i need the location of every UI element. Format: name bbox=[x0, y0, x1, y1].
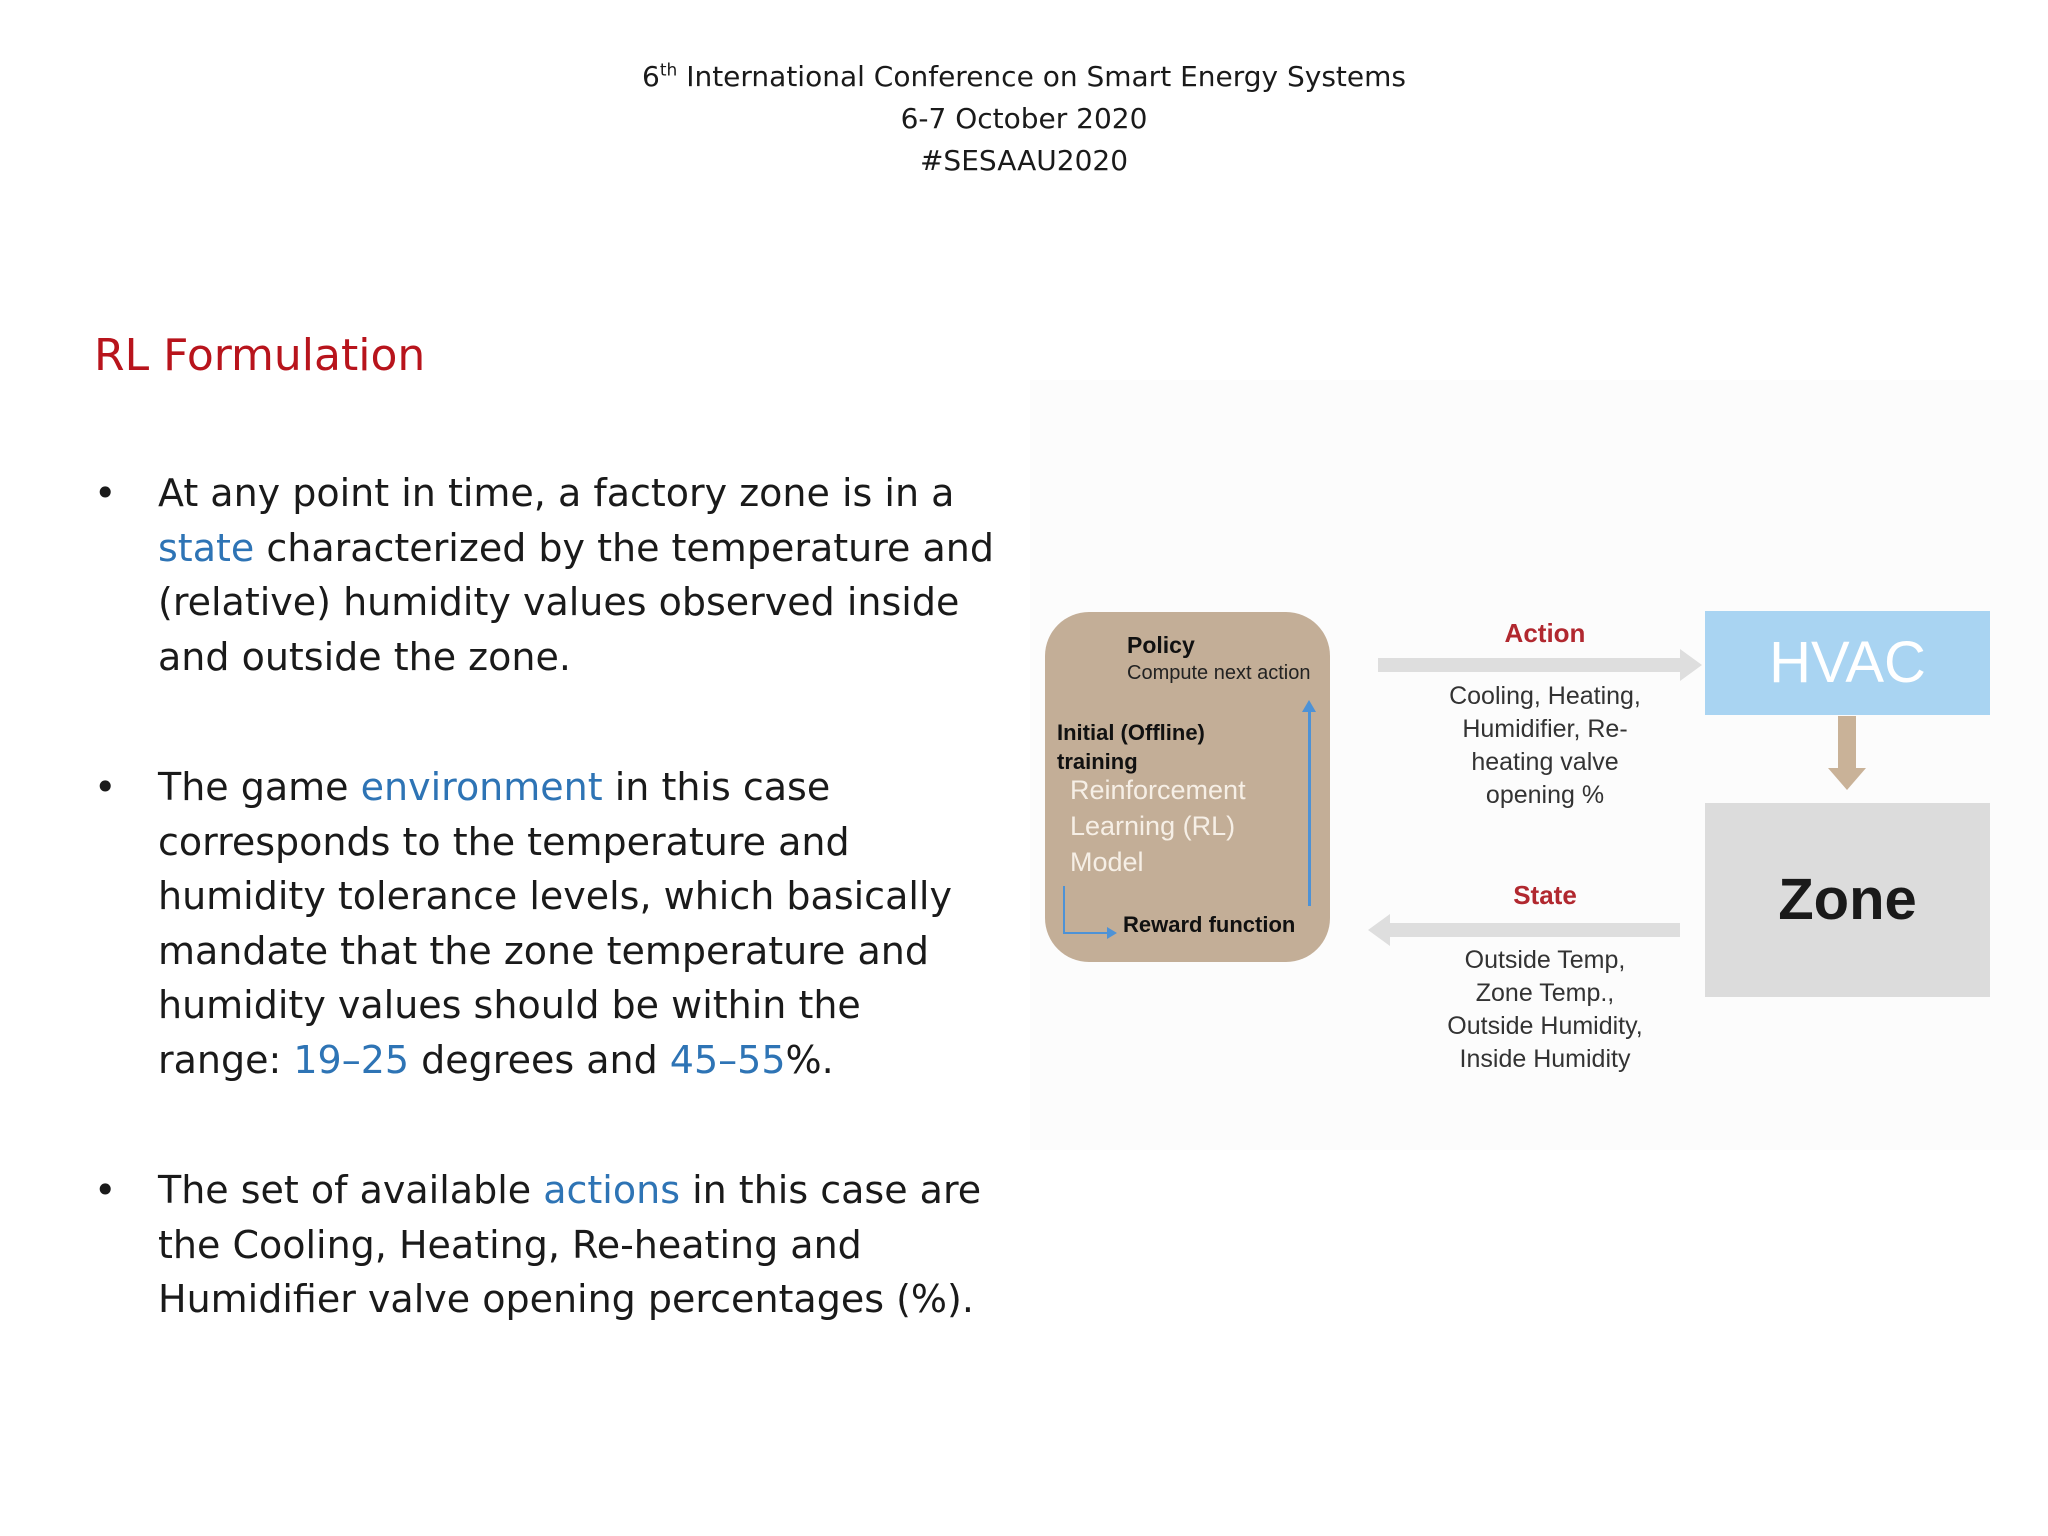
bullet-text: At any point in time, a factory zone is in a bbox=[158, 471, 955, 515]
rl-diagram bbox=[1030, 380, 2048, 1150]
reward-function-label: Reward function bbox=[1123, 912, 1296, 937]
state-description bbox=[1400, 944, 1690, 1076]
highlight-environment: environment bbox=[360, 765, 603, 809]
bullet-text: in this case corresponds to the temperature and humidity tolerance levels, which basically mandate that the zone temperature and humidity values should be within the range: bbox=[158, 765, 952, 1082]
state-desc-line: Outside Temp, bbox=[1464, 946, 1626, 974]
bullet-text: The game bbox=[158, 765, 361, 809]
initial-line: Initial (Offline) bbox=[1057, 720, 1205, 745]
bullet-text: %. bbox=[785, 1037, 834, 1082]
highlight-state: state bbox=[158, 525, 255, 570]
arrow-left-icon bbox=[1368, 914, 1390, 946]
rl-model-label bbox=[1070, 772, 1246, 880]
conference-header bbox=[0, 56, 2048, 182]
arrow-down-icon bbox=[1828, 768, 1866, 790]
zone-box: Zone bbox=[1705, 803, 1990, 997]
bullet-item-environment bbox=[94, 760, 994, 1087]
hvac-box: HVAC bbox=[1705, 611, 1990, 715]
bullet-dot-icon: • bbox=[94, 1168, 117, 1212]
initial-line: training bbox=[1057, 749, 1138, 774]
reward-arrow-line bbox=[1063, 886, 1065, 934]
arrow-right-icon bbox=[1107, 927, 1117, 939]
bullet-dot-icon: • bbox=[94, 471, 117, 515]
state-desc-line: Inside Humidity bbox=[1459, 1045, 1631, 1073]
policy-arrow-line bbox=[1308, 710, 1311, 906]
slide-title: RL Formulation bbox=[94, 330, 426, 381]
hvac-zone-arrow-shaft bbox=[1838, 716, 1856, 770]
bullet-item-actions bbox=[94, 1163, 994, 1327]
state-label: State bbox=[1513, 880, 1577, 910]
bullet-list bbox=[94, 466, 994, 1403]
arrow-right-icon bbox=[1680, 649, 1702, 681]
agent-box bbox=[1045, 612, 1330, 962]
initial-training-label bbox=[1057, 718, 1205, 776]
action-desc-line: heating valve bbox=[1471, 748, 1619, 776]
state-arrow-shaft bbox=[1390, 923, 1680, 937]
conference-name: International Conference on Smart Energy Systems bbox=[686, 60, 1406, 93]
action-desc-line: Cooling, Heating, bbox=[1449, 682, 1641, 710]
reward-arrow-line bbox=[1063, 932, 1109, 934]
bullet-dot-icon: • bbox=[94, 765, 117, 809]
action-label: Action bbox=[1504, 618, 1586, 648]
bullet-text: in this case are the Cooling, Heating, Re-heating and Humidifier valve opening percentages (%). bbox=[158, 1168, 982, 1321]
state-desc-line: Zone Temp., bbox=[1475, 979, 1615, 1007]
conference-dates: 6-7 October 2020 bbox=[900, 102, 1148, 135]
policy-label: Policy bbox=[1127, 632, 1195, 658]
ordinal-number: 6 bbox=[642, 60, 660, 93]
action-description bbox=[1400, 680, 1690, 812]
rl-line: Learning (RL) bbox=[1070, 811, 1236, 841]
bullet-text: degrees and bbox=[409, 1037, 670, 1082]
highlight-temp-range: 19–25 bbox=[293, 1037, 410, 1082]
bullet-text: characterized by the temperature and (relative) humidity values observed inside and outside the zone. bbox=[158, 525, 994, 679]
state-desc-line: Outside Humidity, bbox=[1447, 1012, 1643, 1040]
ordinal-suffix: th bbox=[659, 60, 678, 81]
action-arrow-shaft bbox=[1378, 658, 1680, 672]
highlight-humidity-range: 45–55 bbox=[669, 1037, 786, 1082]
conference-title-line bbox=[0, 56, 2048, 98]
conference-hashtag: #SESAAU2020 bbox=[919, 144, 1129, 177]
bullet-text: The set of available bbox=[158, 1168, 544, 1212]
bullet-item-state bbox=[94, 466, 994, 684]
rl-line: Model bbox=[1070, 847, 1144, 877]
action-desc-line: Humidifier, Re- bbox=[1462, 715, 1628, 743]
highlight-actions: actions bbox=[543, 1168, 680, 1212]
compute-label: Compute next action bbox=[1127, 662, 1311, 684]
action-desc-line: opening % bbox=[1485, 781, 1605, 809]
rl-line: Reinforcement bbox=[1070, 775, 1246, 805]
